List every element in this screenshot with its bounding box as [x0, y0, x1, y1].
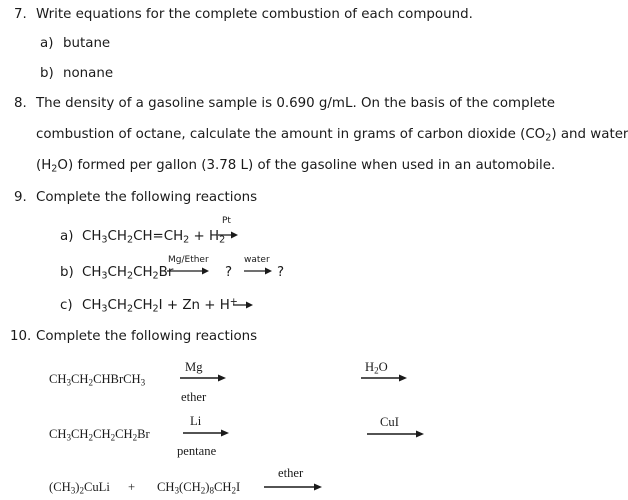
q9-text: Complete the following reactions — [36, 190, 258, 205]
q9a-condition: Pt — [222, 216, 231, 226]
q9a-label: a) — [60, 229, 74, 244]
q7-text: Write equations for the complete combustion of each compound. — [36, 7, 473, 22]
q10-r2-arrow-1 — [183, 428, 229, 438]
q9b-condition-1: Mg/Ether — [168, 255, 209, 265]
q7a-text: butane — [63, 36, 111, 51]
q10-r3-plus: + — [128, 480, 136, 494]
q9b-arrow-1 — [167, 266, 209, 276]
q10-r1-arrow-2 — [361, 373, 407, 383]
q9c-label: c) — [60, 298, 73, 313]
q10-r3-arrow — [264, 482, 322, 492]
q10-r1-arrow-1 — [180, 373, 226, 383]
q10-r3-reactant-2: $CH_3(CH_2)_8CH_2I$ — [157, 480, 241, 496]
q9b-arrow-2 — [244, 266, 272, 276]
q10-r2-reagent: Li — [190, 414, 202, 428]
q8-number: 8. — [14, 96, 27, 111]
q9c-reactants: $CH_3CH_2CH_2I + Zn + H^+$ — [82, 296, 238, 315]
q10-r1-reactant: $CH_3CH_2CHBrCH_3$ — [49, 372, 146, 388]
q10-r3-solvent: ether — [278, 466, 304, 480]
q9-number: 9. — [14, 190, 27, 205]
q9b-product-1: ? — [225, 265, 233, 280]
q10-r2-arrow-2 — [367, 429, 424, 439]
q10-r3-reactant-1: $(CH_3)_2CuLi$ — [49, 480, 110, 496]
q10-r2-reactant: $CH_3CH_2CH_2CH_2Br$ — [49, 427, 150, 443]
q9b-reactant: $CH_3CH_2CH_2Br$ — [82, 265, 174, 282]
q9b-condition-2: water — [244, 255, 270, 265]
q7-number: 7. — [14, 7, 27, 22]
q8-line-1: The density of a gasoline sample is 0.690 g/mL. On the basis of the complete — [36, 96, 556, 111]
q9b-label: b) — [60, 265, 74, 280]
q8-line-3: $(H_2O)$ formed per gallon (3.78 L) of the gasoline when used in an automobile. — [36, 158, 556, 175]
q10-number: 10. — [10, 329, 32, 344]
q7b-label: b) — [40, 66, 54, 81]
q10-r1-solvent: ether — [181, 390, 207, 404]
q10-r1-water: $H_2O$ — [365, 360, 388, 376]
q9b-product-2: ? — [277, 265, 285, 280]
q10-r2-solvent: pentane — [177, 444, 217, 458]
q10-text: Complete the following reactions — [36, 329, 258, 344]
q7a-label: a) — [40, 36, 54, 51]
q8-line-2: combustion of octane, calculate the amount in grams of carbon dioxide $(CO_2)$ and water — [36, 127, 628, 144]
q9a-arrow — [218, 230, 238, 240]
q9c-arrow — [233, 300, 253, 310]
q10-r1-reagent: Mg — [185, 360, 203, 374]
q9a-reactants: $CH_3CH_2CH=CH_2 + H_2$ — [82, 229, 226, 246]
q10-r2-reagent-2: CuI — [380, 415, 399, 429]
q7b-text: nonane — [63, 66, 114, 81]
